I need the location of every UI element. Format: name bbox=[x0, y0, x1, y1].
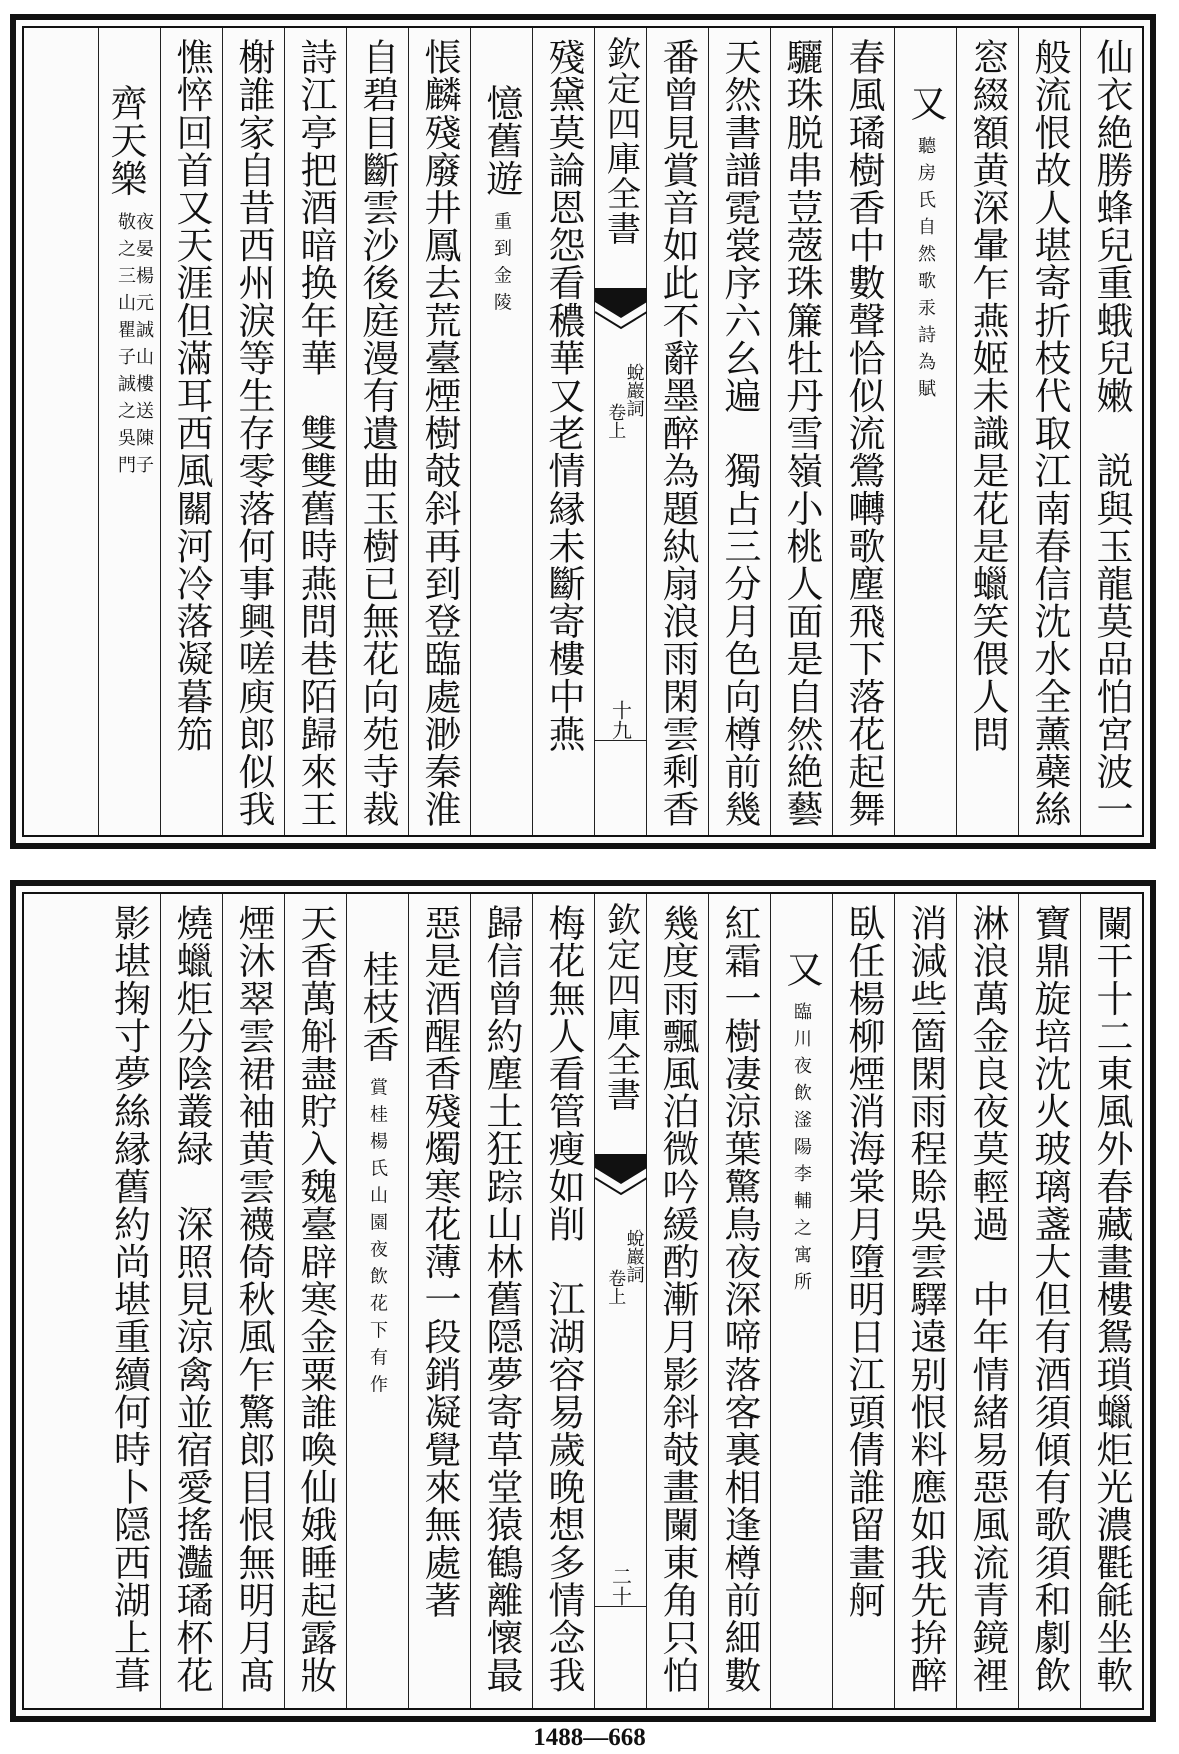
folio-rule bbox=[595, 740, 646, 741]
column-text: 紅霜一樹凄涼葉驚鳥夜深啼落客裏相逢樽前細數 bbox=[718, 904, 761, 1694]
fish-tail-mark-icon bbox=[595, 288, 647, 338]
column-text: 臥任楊柳煙消海棠月墮明日江頭倩誰留畫舸 bbox=[842, 904, 885, 1619]
column-text: 天然書譜霓裳序六幺遍 獨占三分月色向樽前幾 bbox=[718, 38, 761, 828]
text-column bbox=[770, 28, 832, 835]
heading-column bbox=[894, 28, 956, 835]
text-column bbox=[98, 894, 160, 1708]
folio-number: 二十 bbox=[608, 1566, 633, 1606]
text-column bbox=[708, 28, 770, 835]
column-text: 闌干十二東風外春藏畫樓鴛瑣蠟炬光濃氍毹坐軟 bbox=[1090, 904, 1133, 1694]
text-column bbox=[284, 28, 346, 835]
column-text: 憔悴回首又天涯但滿耳西風關河冷落凝暮笳 bbox=[170, 38, 213, 753]
volume-label: 卷上 bbox=[605, 403, 627, 439]
tune-title: 又 bbox=[780, 950, 823, 988]
column-text: 悵麟殘廢井鳳去荒臺煙樹攲斜再到登臨處渺秦淮 bbox=[418, 38, 461, 828]
column-text: 煙沐翠雲裙袖黄雲襪倚秋風乍驚郎目恨無明月髙 bbox=[232, 904, 275, 1694]
page-number-caption: 1488—668 bbox=[533, 1724, 646, 1751]
book-name-label: 蛻巖詞 bbox=[623, 363, 645, 417]
column-text: 驪珠脱串荳蔲珠簾牡丹雪嶺小桃人面是自然絶藝 bbox=[780, 38, 823, 828]
heading-column bbox=[346, 894, 408, 1708]
tune-subtitle-note: 重到金陵 bbox=[491, 211, 512, 320]
column-text: 幾度雨飄風泊微吟緩酌漸月影斜攲畫闌東角只怕 bbox=[656, 904, 699, 1694]
column-text: 詩江亭把酒暗换年華 雙雙舊時燕問巷陌歸來王 bbox=[294, 38, 337, 828]
column-text: 自碧目斷雲沙後庭漫有遺曲玉樹已無花向苑寺裁 bbox=[356, 38, 399, 828]
text-column bbox=[160, 28, 222, 835]
folio-rule bbox=[595, 1606, 646, 1607]
page-bottom bbox=[10, 880, 1156, 1722]
tune-title: 又 bbox=[904, 84, 947, 122]
tune-title: 齊天樂 bbox=[104, 84, 147, 197]
tune-title: 憶舊遊 bbox=[480, 84, 523, 197]
text-column bbox=[894, 894, 956, 1708]
text-column bbox=[832, 894, 894, 1708]
heading-column bbox=[770, 894, 832, 1708]
text-column bbox=[646, 894, 708, 1708]
text-column bbox=[1080, 28, 1142, 835]
tune-heading bbox=[480, 84, 523, 320]
center-fold-column bbox=[594, 28, 646, 835]
blank-column bbox=[36, 28, 98, 835]
text-column bbox=[284, 894, 346, 1708]
column-text: 般流恨故人堪寄折枝代取江南春信沈水全薰蘗絲 bbox=[1028, 38, 1071, 828]
page-top-columns bbox=[24, 28, 1142, 835]
text-column bbox=[956, 28, 1018, 835]
column-text: 殘黛莫論恩怨看穠華又老情縁未斷寄樓中燕 bbox=[542, 38, 585, 753]
text-column bbox=[1080, 894, 1142, 1708]
column-text: 消減些箇閑雨程賒吳雲驛遠别恨料應如我先拚醉 bbox=[904, 904, 947, 1694]
column-text: 番曾見賞音如此不辭墨醉為題紈扇浪雨閑雲剩香 bbox=[656, 38, 699, 828]
page-bottom-frame bbox=[22, 892, 1144, 1710]
heading-column bbox=[98, 28, 160, 835]
text-column bbox=[832, 28, 894, 835]
fish-tail-mark-icon bbox=[595, 1154, 647, 1204]
tune-subtitle-note: 夜晏楊元誠山樓送陳子 敬之三山瞿子誠之吳門 bbox=[115, 211, 154, 482]
tune-subtitle-note: 賞桂楊氏山園夜飲花下有作 bbox=[367, 1077, 388, 1402]
heading-column bbox=[470, 28, 532, 835]
tune-heading bbox=[356, 950, 399, 1402]
text-column bbox=[408, 894, 470, 1708]
text-column bbox=[956, 894, 1018, 1708]
column-text: 歸信曾約塵土狂踪山林舊隠夢寄草堂猿鶴離懷最 bbox=[480, 904, 523, 1694]
column-text: 燒蠟炬分陰叢緑 深照見涼禽並宿愛搖灎璚杯花 bbox=[170, 904, 213, 1694]
page-top bbox=[10, 14, 1156, 849]
column-text: 梅花無人看管瘦如削 江湖容易歲晚想多情念我 bbox=[542, 904, 585, 1694]
column-text: 天香萬斛盡貯入魏臺辟寒金粟誰喚仙娥睡起露妝 bbox=[294, 904, 337, 1694]
text-column bbox=[532, 894, 594, 1708]
column-text: 窓綴額黄深暈乍燕姬未識是花是蠟笑偎人問 bbox=[966, 38, 1009, 753]
column-text: 仙衣絶勝蜂兒重蛾兒嫩 説與玉龍莫品怕宮波一 bbox=[1090, 38, 1133, 828]
text-column bbox=[222, 28, 284, 835]
tune-title: 桂枝香 bbox=[356, 950, 399, 1063]
folio-number: 十九 bbox=[608, 700, 633, 740]
text-column bbox=[160, 894, 222, 1708]
tune-subtitle-note: 聽房氏自然歌汞詩為賦 bbox=[915, 136, 936, 407]
text-column bbox=[346, 28, 408, 835]
text-column bbox=[408, 28, 470, 835]
book-title-label: 欽定四庫全書 bbox=[600, 36, 641, 246]
column-text: 寶鼎旋培沈火玻璃盞大但有酒須傾有歌須和劇飲 bbox=[1028, 904, 1071, 1694]
column-text: 影堪掬寸夢絲縁舊約尚堪重續何時卜隠西湖上葺 bbox=[107, 904, 151, 1694]
text-column bbox=[646, 28, 708, 835]
book-name-label: 蛻巖詞 bbox=[623, 1229, 645, 1283]
page-bottom-columns bbox=[24, 894, 1142, 1708]
tune-heading bbox=[780, 950, 823, 1300]
column-text: 榭誰家自昔西州淚等生存零落何事興嗟庾郎似我 bbox=[232, 38, 275, 828]
text-column bbox=[532, 28, 594, 835]
book-title-label: 欽定四庫全書 bbox=[600, 902, 641, 1112]
volume-label: 卷上 bbox=[605, 1269, 627, 1305]
text-column bbox=[1018, 28, 1080, 835]
column-text: 春風璚樹香中數聲恰似流鶯囀歌塵飛下落花起舞 bbox=[842, 38, 885, 828]
column-text: 惡是酒醒香殘燭寒花薄一段銷凝覺來無處著 bbox=[418, 904, 461, 1619]
tune-subtitle-note: 臨川夜飲滏陽李輔之寓所 bbox=[791, 1002, 812, 1300]
page-top-frame bbox=[22, 26, 1144, 837]
text-column bbox=[470, 894, 532, 1708]
text-column bbox=[708, 894, 770, 1708]
tune-heading bbox=[104, 84, 154, 482]
column-text: 淋浪萬金良夜莫輕過 中年情緒易惡風流青鏡裡 bbox=[966, 904, 1009, 1694]
tune-heading bbox=[904, 84, 947, 407]
center-fold-column bbox=[594, 894, 646, 1708]
text-column bbox=[1018, 894, 1080, 1708]
text-column bbox=[222, 894, 284, 1708]
